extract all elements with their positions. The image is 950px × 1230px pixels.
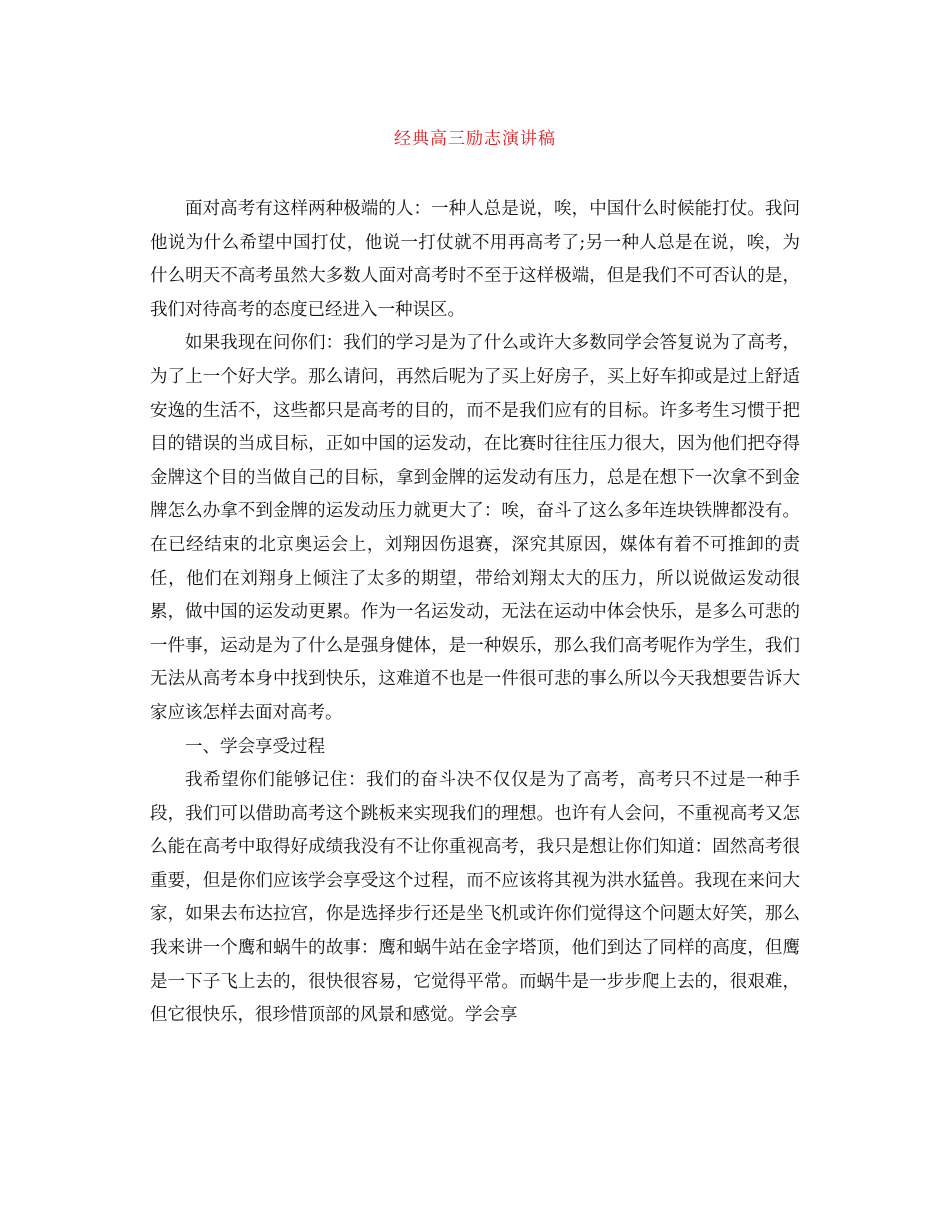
paragraph-2: 如果我现在问你们：我们的学习是为了什么或许大多数同学会答复说为了高考，为了上一个好大学。那么请问，再然后呢为了买上好房子，买上好车抑或是过上舒适安逸的生活不，这些都只是高考的目的，而不是我们应有的目标。许多考生习惯于把目的错误的当成目标，正如中国的运发动，在比赛时往往压力很大，因为他们把夺得金牌这个目的当做自己的目标，拿到金牌的运发动有压力，总是在想下一次拿不到金牌怎么办拿不到金牌的运发动压力就更大了：唉，奋斗了这么多年连块铁牌都没有。在已经结束的北京奥运会上，刘翔因伤退赛，深究其原因，媒体有着不可推卸的责任，他们在刘翔身上倾注了太多的期望，带给刘翔太大的压力，所以说做运发动很累，做中国的运发动更累。作为一名运发动，无法在运动中体会快乐，是多么可悲的一件事，运动是为了什么是强身健体，是一种娱乐，那么我们高考呢作为学生，我们无法从高考本身中找到快乐，这难道不也是一件很可悲的事么所以今天我想要告诉大家应该怎样去面对高考。 [150, 333, 800, 723]
paragraph-3: 我希望你们能够记住：我们的奋斗决不仅仅是为了高考，高考只不过是一种手段，我们可以借助高考这个跳板来实现我们的理想。也许有人会问，不重视高考又怎么能在高考中取得好成绩我没有不让你重视高考，我只是想让你们知道：固然高考很重要，但是你们应该学会享受这个过程，而不应该将其视为洪水猛兽。我现在来问大家，如果去布达拉宫，你是选择步行还是坐飞机或许你们觉得这个问题太好笑，那么我来讲一个鹰和蜗牛的故事：鹰和蜗牛站在金字塔顶，他们到达了同样的高度，但鹰是一下子飞上去的，很快很容易，它觉得平常。而蜗牛是一步步爬上去的，很艰难，但它很快乐，很珍惜顶部的风景和感觉。学会享 [150, 770, 800, 1026]
document-title: 经典高三励志演讲稿 [394, 129, 556, 149]
paragraph-1: 面对高考有这样两种极端的人：一种人总是说，唉，中国什么时候能打仗。我问他说为什么希望中国打仗，他说一打仗就不用再高考了;另一种人总是在说，唉，为什么明天不高考虽然大多数人面对高考时不至于这样极端，但是我们不可否认的是，我们对待高考的态度已经进入一种误区。 [150, 199, 800, 320]
document-body [150, 193, 800, 1033]
section-heading: 一、学会享受过程 [185, 736, 325, 757]
